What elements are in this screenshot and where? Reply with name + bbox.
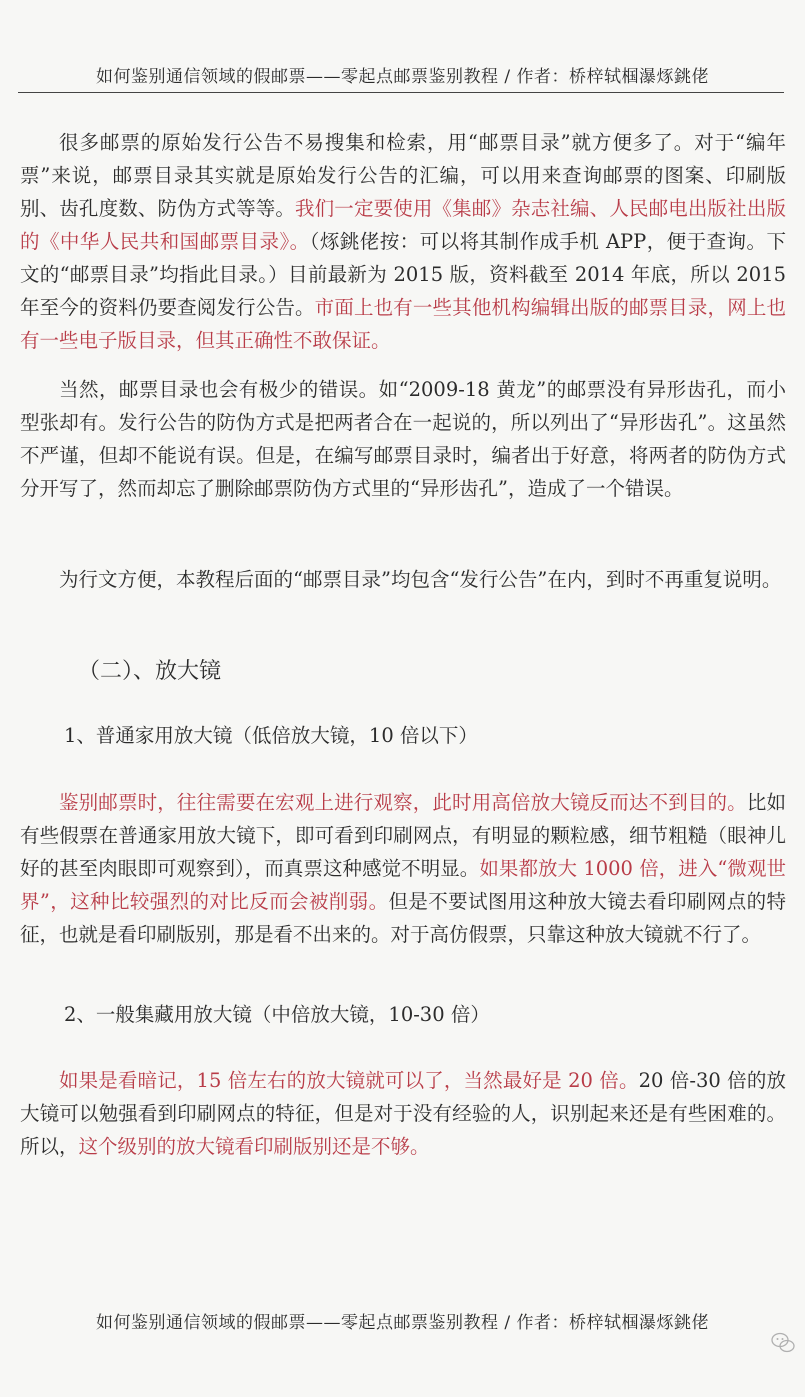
collector-magnifier-highlight-2: 这个级别的放大镜看印刷版别还是不够。 xyxy=(78,1135,430,1158)
header-divider xyxy=(18,92,784,93)
section-title-magnifier: （二）、放大镜 xyxy=(78,659,222,684)
home-magnifier-text-1: 比如有些假票在普通家用放大镜下，即可看到印刷网点，有明显的颗粒感，细节粗糙（眼神儿好的甚至肉眼即可观察到），而真票这种感觉不明显。 xyxy=(20,791,786,880)
paragraph-note xyxy=(20,563,786,596)
subsection-title-home-magnifier: 1、普通家用放大镜（低倍放大镜，10 倍以下） xyxy=(64,724,478,747)
paragraph-collector-magnifier xyxy=(20,1064,786,1163)
catalog-errors-text: 当然，邮票目录也会有极少的错误。如“2009-18 黄龙”的邮票没有异形齿孔，而小型张却有。发行公告的防伪方式是把两者合在一起说的，所以列出了“异形齿孔”。这虽然不严谨，但却不能说有误。但是，在编写邮票目录时，编者出于好意，将两者的防伪方式分开写了，然而却忘了删除邮票防伪方式里的“异形齿孔”，造成了一个错误。 xyxy=(20,378,786,500)
collector-magnifier-text: 20 倍-30 倍的放大镜可以勉强看到印刷网点的特征，但是对于没有经验的人，识别起来还是有些困难的。所以， xyxy=(20,1069,786,1158)
paragraph-home-magnifier xyxy=(20,786,786,951)
catalog-note-text: （烼銚佬按：可以将其制作成手机 APP，便于查询。下文的“邮票目录”均指此目录。）目前最新为 2015 版，资料截至 2014 年底，所以 2015 年至今的资料仍要查阅发行公告。 xyxy=(20,230,786,319)
paragraph-catalog-errors xyxy=(20,373,786,505)
catalog-recommendation-text: 我们一定要使用《集邮》杂志社编、人民邮电出版社出版的《中华人民共和国邮票目录》。 xyxy=(20,197,786,253)
subsection-title-collector-magnifier: 2、一般集藏用放大镜（中倍放大镜，10-30 倍） xyxy=(64,1003,490,1026)
catalog-intro-text: 很多邮票的原始发行公告不易搜集和检索，用“邮票目录”就方便多了。对于“编年票”来说，邮票目录其实就是原始发行公告的汇编，可以用来查询邮票的图案、印刷版别、齿孔度数、防伪方式等等。 xyxy=(20,131,786,220)
home-magnifier-highlight-1: 鉴别邮票时，往往需要在宏观上进行观察，此时用高倍放大镜反而达不到目的。 xyxy=(59,791,747,814)
page-footer: 如何鉴别通信领域的假邮票——零起点邮票鉴别教程 / 作者：桥梓轼椢瀑烼銚佬 xyxy=(95,1313,710,1333)
page-header: 如何鉴别通信领域的假邮票——零起点邮票鉴别教程 / 作者：桥梓轼椢瀑烼銚佬 xyxy=(95,67,710,87)
home-magnifier-highlight-2: 如果都放大 1000 倍，进入“微观世界”，这种比较强烈的对比反而会被削弱。 xyxy=(20,857,786,913)
wechat-icon xyxy=(770,1330,796,1356)
note-text: 为行文方便，本教程后面的“邮票目录”均包含“发行公告”在内，到时不再重复说明。 xyxy=(59,568,782,591)
paragraph-stamp-catalog xyxy=(20,126,786,357)
catalog-warning-text: 市面上也有一些其他机构编辑出版的邮票目录，网上也有一些电子版目录，但其正确性不敢保证。 xyxy=(20,296,786,352)
collector-magnifier-highlight-1: 如果是看暗记，15 倍左右的放大镜就可以了，当然最好是 20 倍。 xyxy=(59,1069,639,1092)
home-magnifier-text-2: 但是不要试图用这种放大镜去看印刷网点的特征，也就是看印刷版别，那是看不出来的。对于高仿假票，只靠这种放大镜就不行了。 xyxy=(20,890,786,946)
